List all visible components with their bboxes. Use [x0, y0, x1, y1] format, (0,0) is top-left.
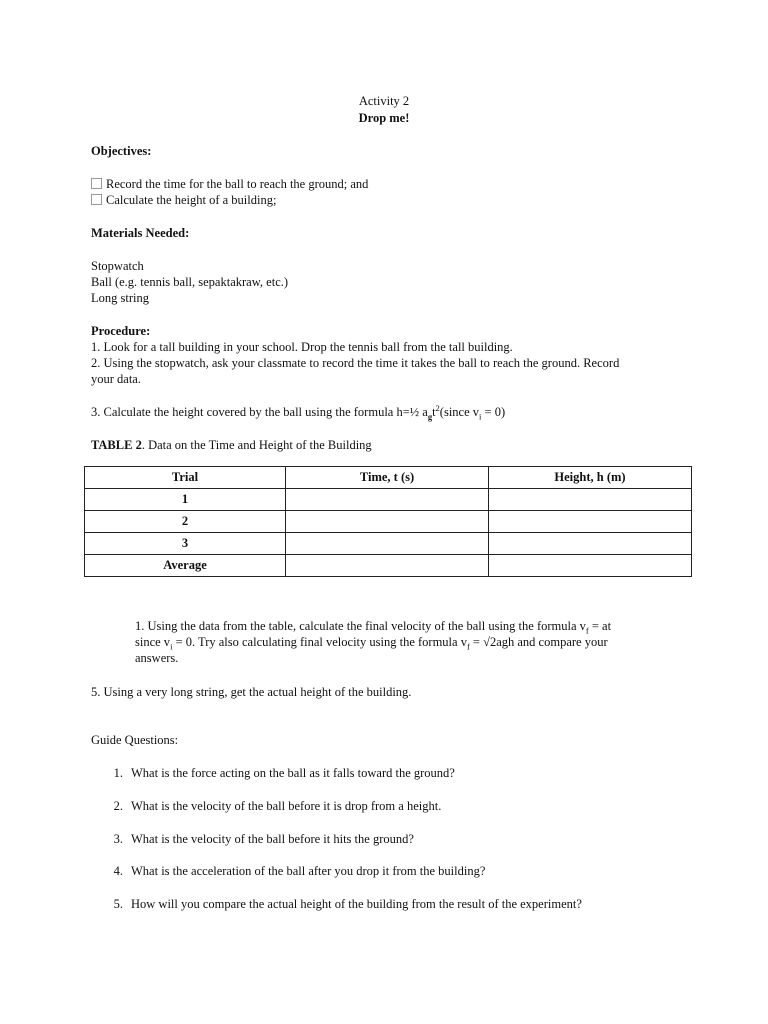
trial-cell: Average: [85, 555, 286, 577]
table-caption: TABLE 2. Data on the Time and Height of the Building: [91, 438, 372, 452]
trial-cell: 3: [85, 533, 286, 555]
guide-question: 5. How will you compare the actual height of the building from the result of the experiment?: [113, 897, 582, 911]
materials-heading: Materials Needed:: [91, 226, 190, 240]
data-table: [84, 466, 692, 577]
time-cell[interactable]: [286, 511, 489, 533]
material-item: Stopwatch: [91, 259, 144, 273]
table-row: [85, 489, 692, 511]
column-header-trial: Trial: [85, 467, 286, 489]
objective-item-1: Record the time for the ball to reach the ground; and: [91, 176, 368, 193]
guide-question: 3. What is the velocity of the ball before it hits the ground?: [113, 832, 414, 846]
checkbox-icon: [91, 178, 102, 189]
trial-cell: 1: [85, 489, 286, 511]
guide-question: 1. What is the force acting on the ball as it falls toward the ground?: [113, 766, 455, 780]
procedure-step-3: 3. Calculate the height covered by the ball using the formula h=½ $a_gt^2(since$ $v_i = 0$): [91, 402, 506, 422]
page-title: Drop me!: [358, 111, 410, 125]
step-4-line-1: 1. Using the data from the table, calculate the final velocity of the ball using the formula $v_f$ = at: [135, 619, 612, 636]
time-cell[interactable]: [286, 489, 489, 511]
height-cell[interactable]: [489, 533, 692, 555]
procedure-heading: Procedure:: [91, 324, 151, 338]
column-header-time: Time, t (s): [286, 467, 489, 489]
guide-question: 2. What is the velocity of the ball before it is drop from a height.: [113, 799, 442, 813]
step-4-line-2: since $v_i = 0$. Try also calculating final velocity using the formula $v_f = √2agh$ and compare your: [135, 635, 608, 652]
guide-question: 4. What is the acceleration of the ball after you drop it from the building?: [113, 864, 486, 878]
time-cell[interactable]: [286, 533, 489, 555]
table-row: [85, 511, 692, 533]
procedure-step-1: 1. Look for a tall building in your school. Drop the tennis ball from the tall building.: [91, 340, 513, 354]
height-cell[interactable]: [489, 511, 692, 533]
height-cell[interactable]: [489, 489, 692, 511]
trial-cell: 2: [85, 511, 286, 533]
column-header-height: Height, h (m): [489, 467, 692, 489]
height-cell[interactable]: [489, 555, 692, 577]
activity-label: Activity 2: [358, 94, 410, 108]
table-header-row: [85, 467, 692, 489]
procedure-step-2: 2. Using the stopwatch, ask your classmate to record the time it takes the ball to reach the ground. Record: [91, 356, 620, 370]
material-item: Long string: [91, 291, 149, 305]
time-cell[interactable]: [286, 555, 489, 577]
table-row: [85, 533, 692, 555]
procedure-step-2-cont: your data.: [91, 372, 141, 386]
checkbox-icon: [91, 194, 102, 205]
table-row: [85, 555, 692, 577]
objectives-heading: Objectives:: [91, 144, 152, 158]
material-item: Ball (e.g. tennis ball, sepaktakraw, etc.): [91, 275, 289, 289]
guide-heading: Guide Questions:: [91, 733, 179, 747]
objective-item-2: Calculate the height of a building;: [91, 192, 276, 209]
step-4-line-3: answers.: [135, 651, 179, 665]
step-5: 5. Using a very long string, get the actual height of the building.: [91, 685, 412, 699]
